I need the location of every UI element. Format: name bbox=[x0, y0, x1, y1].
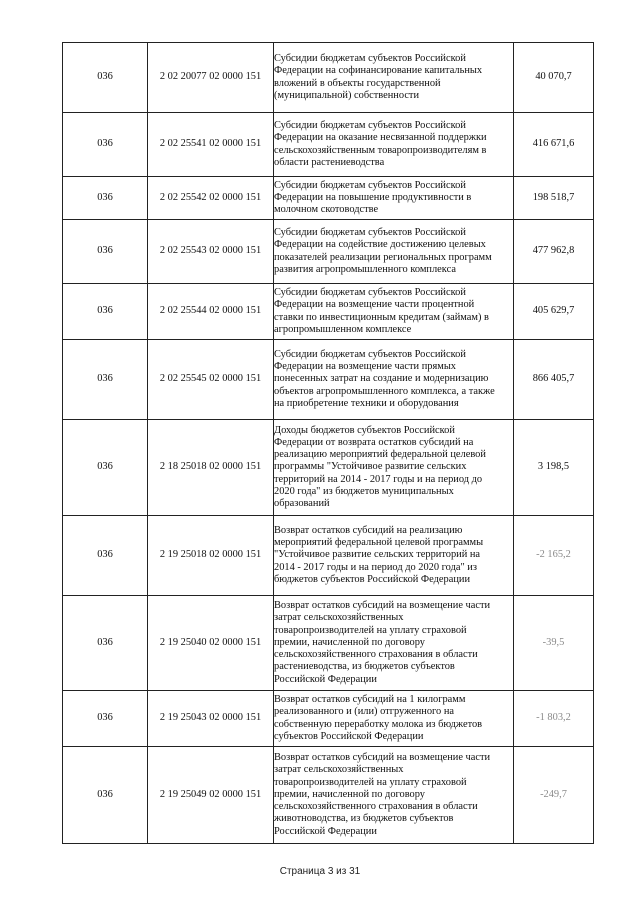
description-line: показателей реализации региональных программ bbox=[274, 251, 492, 263]
admin-code-cell: 036 bbox=[63, 284, 148, 340]
admin-code-cell: 036 bbox=[63, 596, 148, 691]
description-line: 2014 - 2017 годы и на период до 2020 года" из bbox=[274, 561, 477, 573]
description-line: Российской Федерации bbox=[274, 673, 377, 685]
description-line: Федерации на оказание несвязанной поддержки bbox=[274, 132, 487, 144]
budget-classification-code-cell: 2 19 25043 02 0000 151 bbox=[148, 691, 274, 747]
description-line: области растениеводства bbox=[274, 156, 385, 168]
table-row bbox=[63, 596, 594, 691]
table-row bbox=[63, 516, 594, 596]
description-cell bbox=[274, 596, 514, 691]
description-line: вложений в объекты государственной bbox=[274, 77, 441, 89]
description-line: затрат сельскохозяйственных bbox=[274, 764, 404, 776]
amount-cell: -39,5 bbox=[514, 596, 594, 691]
amount-cell: 40 070,7 bbox=[514, 43, 594, 113]
admin-code-cell: 036 bbox=[63, 220, 148, 284]
description-line: субъектов Российской Федерации bbox=[274, 730, 424, 742]
description-line: премии, начисленной по договору bbox=[274, 788, 426, 800]
description-line: Субсидии бюджетам субъектов Российской bbox=[274, 348, 466, 360]
table-row bbox=[63, 691, 594, 747]
description-line: Возврат остатков субсидий на 1 килограмм bbox=[274, 694, 466, 706]
admin-code-cell: 036 bbox=[63, 177, 148, 220]
description-line: Российской Федерации bbox=[274, 825, 377, 837]
description-cell bbox=[274, 516, 514, 596]
description-line: Федерации от возврата остатков субсидий на bbox=[274, 436, 474, 448]
table-row bbox=[63, 43, 594, 113]
description-line: сельскохозяйственным товаропроизводителям в bbox=[274, 144, 487, 156]
amount-cell: 3 198,5 bbox=[514, 420, 594, 516]
admin-code-cell: 036 bbox=[63, 43, 148, 113]
description-line: "Устойчивое развитие сельских территорий на bbox=[274, 549, 481, 561]
description-line: премии, начисленной по договору bbox=[274, 636, 426, 648]
description-line: Субсидии бюджетам субъектов Российской bbox=[274, 227, 466, 239]
description-line: растениеводства, из бюджетов субъектов bbox=[274, 661, 455, 673]
amount-cell: -2 165,2 bbox=[514, 516, 594, 596]
budget-classification-code-cell: 2 02 20077 02 0000 151 bbox=[148, 43, 274, 113]
description-line: реализованного и (или) отгруженного на bbox=[274, 706, 455, 718]
admin-code-cell: 036 bbox=[63, 691, 148, 747]
description-line: бюджетов субъектов Российской Федерации bbox=[274, 573, 470, 585]
description-line: Федерации на содействие достижению целевых bbox=[274, 239, 486, 251]
budget-classification-code-cell: 2 02 25542 02 0000 151 bbox=[148, 177, 274, 220]
budget-classification-code-cell: 2 02 25545 02 0000 151 bbox=[148, 340, 274, 420]
description-line: Доходы бюджетов субъектов Российской bbox=[274, 424, 455, 436]
revenue-table bbox=[62, 42, 594, 844]
description-line: молочном скотоводстве bbox=[274, 204, 379, 216]
description-line: Субсидии бюджетам субъектов Российской bbox=[274, 53, 466, 65]
description-line: 2020 года" из бюджетов муниципальных bbox=[274, 485, 454, 497]
admin-code-cell: 036 bbox=[63, 340, 148, 420]
description-cell bbox=[274, 420, 514, 516]
budget-classification-code-cell: 2 02 25543 02 0000 151 bbox=[148, 220, 274, 284]
description-line: Возврат остатков субсидий на возмещение части bbox=[274, 752, 491, 764]
description-line: животноводства, из бюджетов субъектов bbox=[274, 813, 454, 825]
budget-classification-code-cell: 2 02 25544 02 0000 151 bbox=[148, 284, 274, 340]
amount-cell: 416 671,6 bbox=[514, 113, 594, 177]
description-line: затрат сельскохозяйственных bbox=[274, 612, 404, 624]
table-row bbox=[63, 177, 594, 220]
amount-cell: -249,7 bbox=[514, 747, 594, 844]
budget-classification-code-cell: 2 19 25040 02 0000 151 bbox=[148, 596, 274, 691]
description-cell bbox=[274, 747, 514, 844]
description-line: Субсидии бюджетам субъектов Российской bbox=[274, 287, 466, 299]
admin-code-cell: 036 bbox=[63, 420, 148, 516]
table-row bbox=[63, 113, 594, 177]
description-line: сельскохозяйственного страхования в области bbox=[274, 801, 478, 813]
budget-classification-code-cell: 2 02 25541 02 0000 151 bbox=[148, 113, 274, 177]
amount-cell: -1 803,2 bbox=[514, 691, 594, 747]
table-row bbox=[63, 747, 594, 844]
amount-cell: 477 962,8 bbox=[514, 220, 594, 284]
description-line: Федерации на софинансирование капитальных bbox=[274, 65, 483, 77]
description-line: Возврат остатков субсидий на возмещение части bbox=[274, 600, 491, 612]
description-line: программы "Устойчивое развитие сельских bbox=[274, 461, 467, 473]
description-cell bbox=[274, 220, 514, 284]
table-row bbox=[63, 340, 594, 420]
description-line: Субсидии бюджетам субъектов Российской bbox=[274, 179, 466, 191]
revenue-table-body bbox=[63, 43, 594, 844]
description-line: понесенных затрат на создание и модернизацию bbox=[274, 373, 489, 385]
description-line: Федерации на возмещение части прямых bbox=[274, 361, 456, 373]
description-line: объектов агропромышленного комплекса, а также bbox=[274, 385, 495, 397]
description-cell bbox=[274, 43, 514, 113]
budget-classification-code-cell: 2 19 25049 02 0000 151 bbox=[148, 747, 274, 844]
budget-classification-code-cell: 2 18 25018 02 0000 151 bbox=[148, 420, 274, 516]
admin-code-cell: 036 bbox=[63, 516, 148, 596]
description-line: собственную переработку молока из бюджетов bbox=[274, 718, 483, 730]
description-line: на приобретение техники и оборудования bbox=[274, 397, 459, 409]
description-line: сельскохозяйственного страхования в области bbox=[274, 649, 478, 661]
page-footer: Страница 3 из 31 bbox=[279, 866, 361, 877]
admin-code-cell: 036 bbox=[63, 747, 148, 844]
amount-cell: 866 405,7 bbox=[514, 340, 594, 420]
description-cell bbox=[274, 284, 514, 340]
description-line: Возврат остатков субсидий на реализацию bbox=[274, 524, 463, 536]
amount-cell: 198 518,7 bbox=[514, 177, 594, 220]
description-cell bbox=[274, 340, 514, 420]
description-line: товаропроизводителей на уплату страховой bbox=[274, 776, 467, 788]
description-line: территорий на 2014 - 2017 годы и на период до bbox=[274, 473, 483, 485]
amount-cell: 405 629,7 bbox=[514, 284, 594, 340]
description-cell bbox=[274, 177, 514, 220]
description-line: (муниципальной) собственности bbox=[274, 89, 420, 101]
table-row bbox=[63, 284, 594, 340]
budget-classification-code-cell: 2 19 25018 02 0000 151 bbox=[148, 516, 274, 596]
table-row bbox=[63, 420, 594, 516]
description-line: развития агропромышленного комплекса bbox=[274, 263, 456, 275]
description-line: товаропроизводителей на уплату страховой bbox=[274, 624, 467, 636]
description-cell bbox=[274, 691, 514, 747]
description-line: Федерации на повышение продуктивности в bbox=[274, 191, 472, 203]
description-line: ставки по инвестиционным кредитам (займам) в bbox=[274, 311, 489, 323]
table-row bbox=[63, 220, 594, 284]
description-line: Субсидии бюджетам субъектов Российской bbox=[274, 120, 466, 132]
description-line: реализацию мероприятий федеральной целевой bbox=[274, 449, 486, 461]
description-cell bbox=[274, 113, 514, 177]
admin-code-cell: 036 bbox=[63, 113, 148, 177]
description-line: агропромышленном комплексе bbox=[274, 323, 412, 335]
description-line: мероприятий федеральной целевой программы bbox=[274, 537, 484, 549]
description-line: образований bbox=[274, 498, 330, 509]
description-line: Федерации на возмещение части процентной bbox=[274, 299, 475, 311]
